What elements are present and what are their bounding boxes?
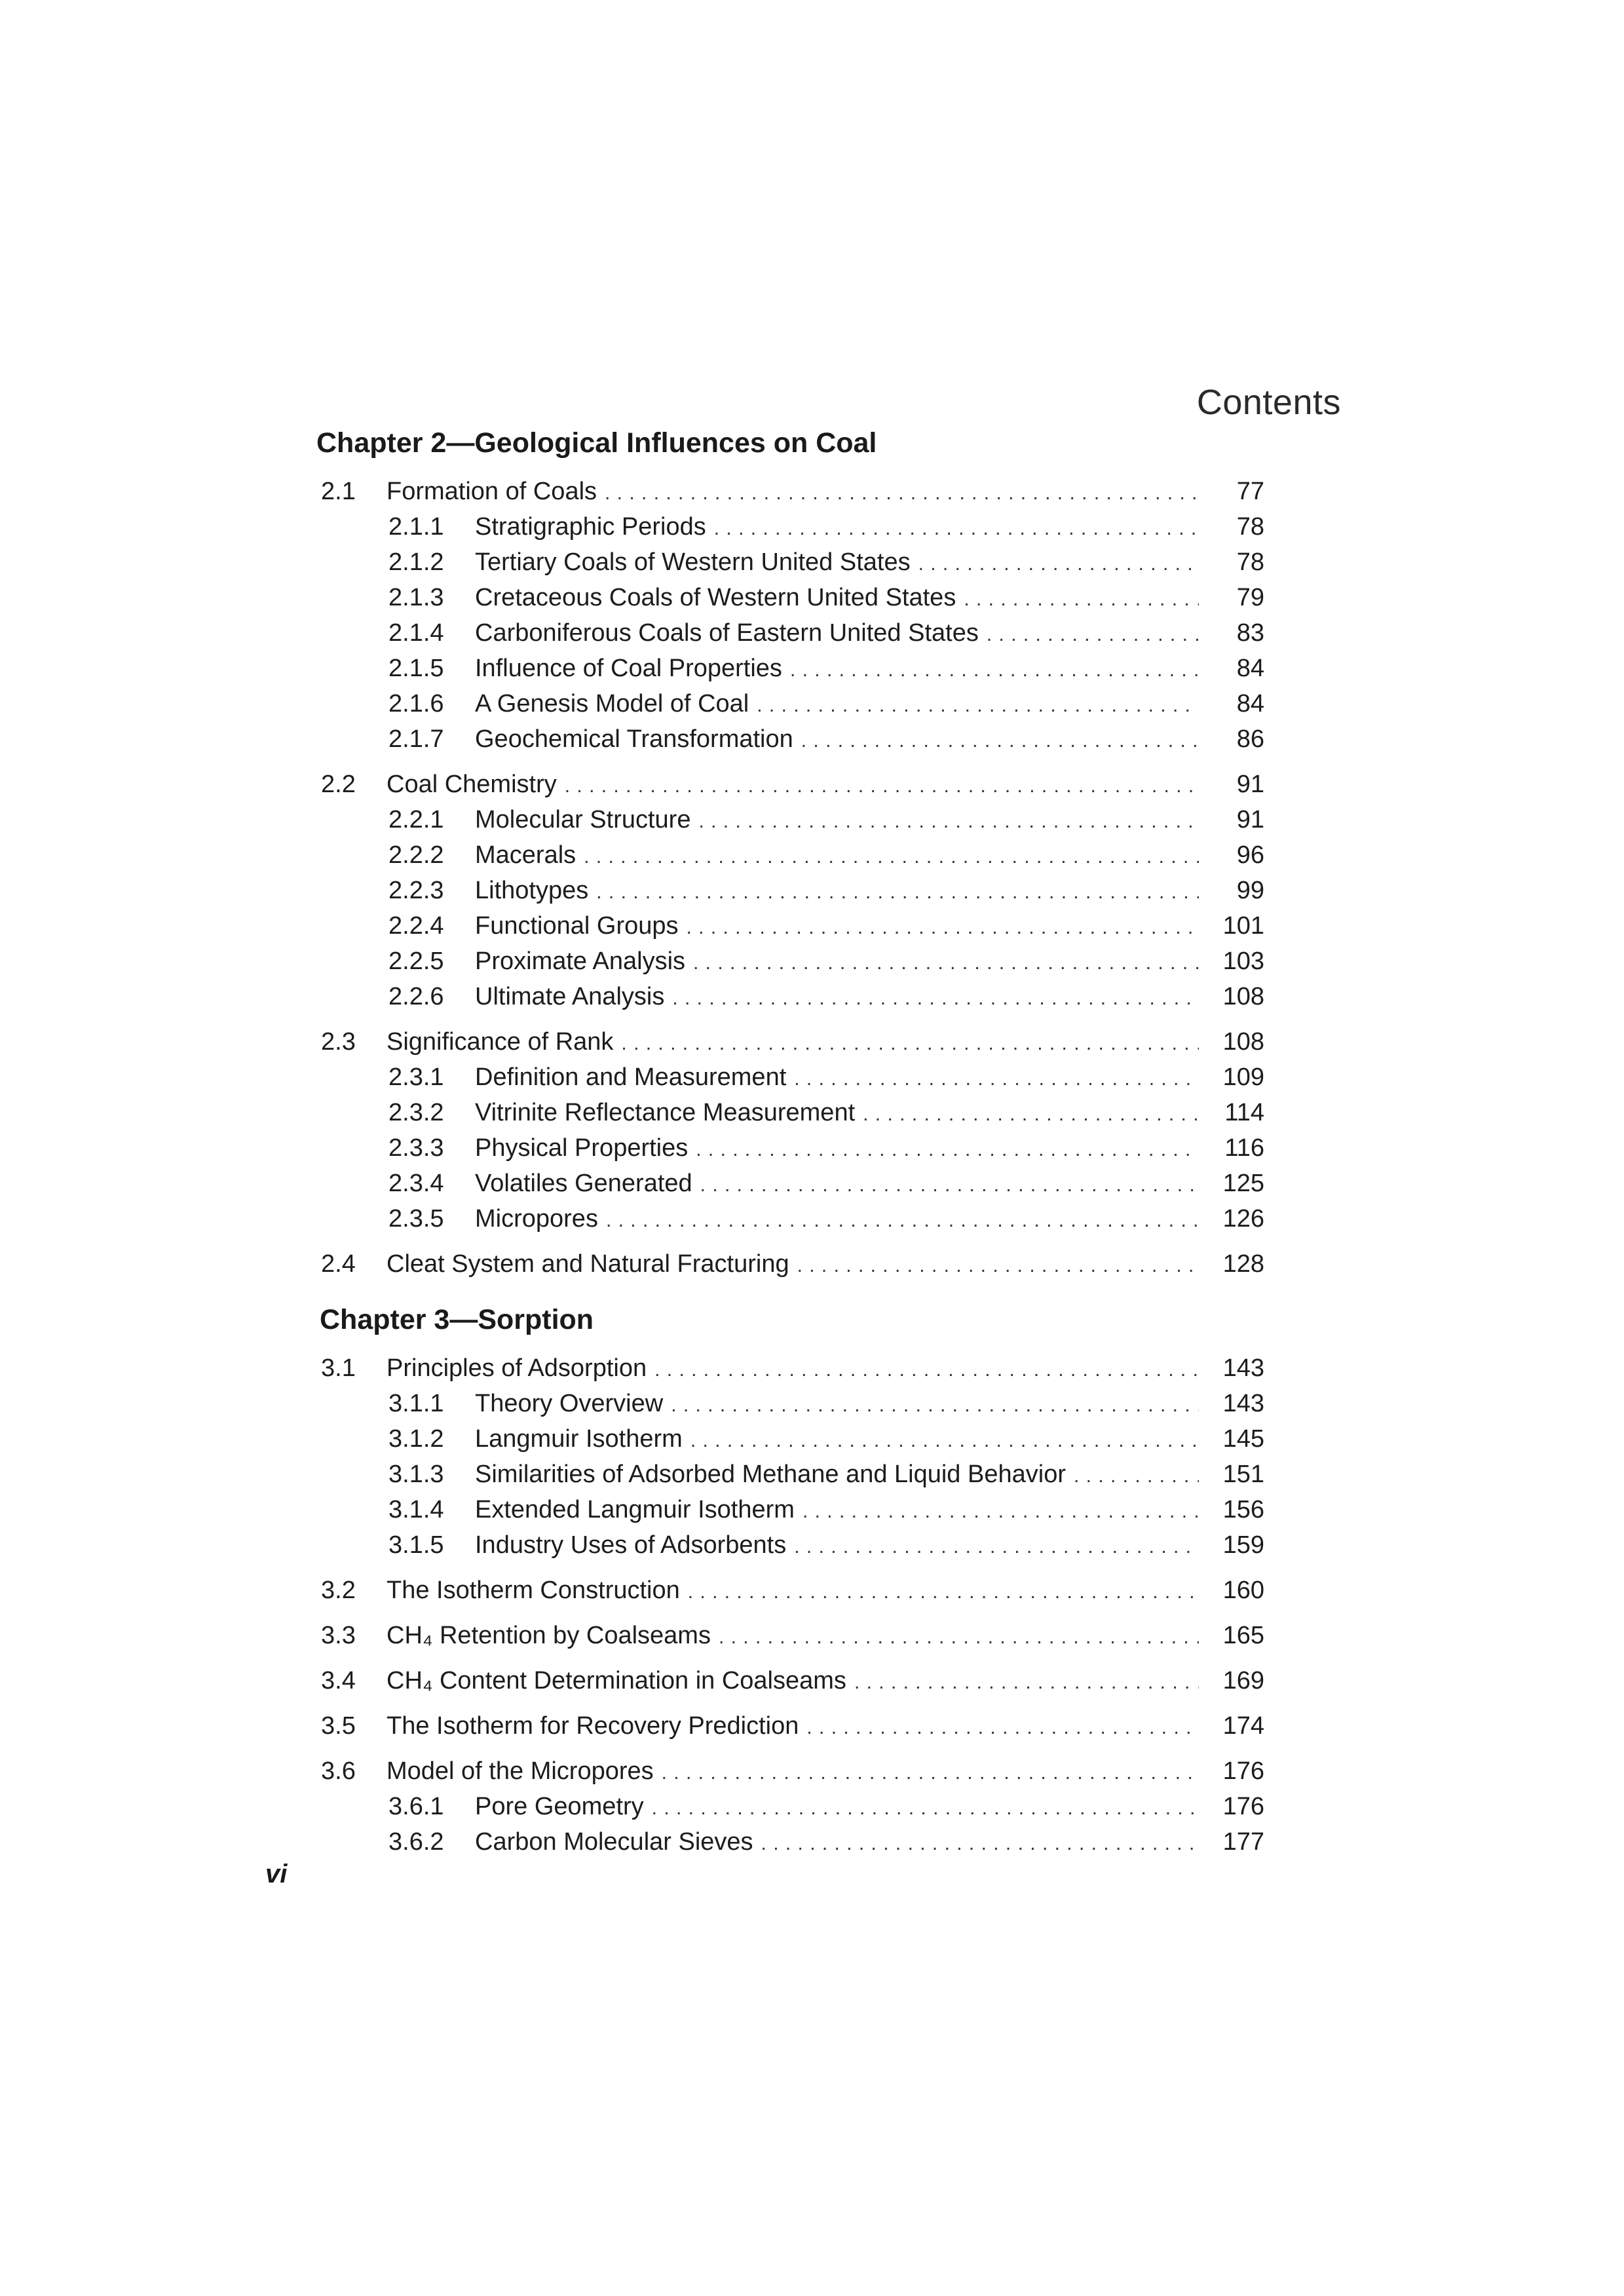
section-title: CH₄ Retention by Coalseams — [387, 1622, 711, 1649]
page-number: 78 — [1236, 513, 1264, 541]
page-number: 169 — [1222, 1667, 1264, 1694]
section-number: 3.1.5 — [388, 1531, 444, 1559]
page-number: 108 — [1222, 1028, 1264, 1056]
section-title: Vitrinite Reflectance Measurement — [475, 1099, 856, 1126]
page-number: 156 — [1222, 1496, 1264, 1523]
page-number: 126 — [1222, 1205, 1264, 1233]
page-number: 159 — [1222, 1531, 1264, 1559]
section-title: Principles of Adsorption — [387, 1354, 647, 1382]
page-number: 96 — [1236, 841, 1264, 869]
dot-leader — [794, 1529, 1199, 1565]
page-number: 125 — [1222, 1170, 1264, 1197]
page-number: 78 — [1236, 548, 1264, 576]
section-number: 2.3.1 — [388, 1063, 444, 1091]
page-number: 91 — [1236, 771, 1264, 798]
dot-leader — [688, 1575, 1199, 1610]
section-number: 2.3.2 — [388, 1099, 444, 1126]
toc-entry[interactable] — [321, 1201, 1264, 1236]
toc-entry[interactable] — [321, 908, 1264, 944]
section-title: The Isotherm for Recovery Prediction — [387, 1712, 799, 1740]
toc-entry[interactable] — [321, 1663, 1264, 1698]
dot-leader — [761, 1826, 1199, 1862]
section-title: Molecular Structure — [475, 806, 691, 833]
page-number: 99 — [1236, 877, 1264, 904]
dot-leader — [698, 804, 1199, 839]
dot-leader — [719, 1620, 1199, 1655]
dot-leader — [757, 688, 1199, 723]
toc-entry[interactable] — [321, 1618, 1264, 1653]
section-title: Cretaceous Coals of Western United States — [475, 584, 956, 611]
section-title: Model of the Micropores — [387, 1757, 654, 1785]
dot-leader — [605, 476, 1199, 511]
section-title: Significance of Rank — [387, 1028, 614, 1056]
toc-entry[interactable] — [321, 580, 1264, 615]
section-number: 2.2.2 — [388, 841, 444, 869]
toc-entry[interactable] — [321, 1350, 1264, 1386]
section-title: Carbon Molecular Sieves — [475, 1828, 753, 1856]
page-number: 84 — [1236, 655, 1264, 682]
section-number: 2.1.4 — [388, 619, 444, 647]
page-folio: vi — [265, 1860, 288, 1888]
page-number: 108 — [1222, 983, 1264, 1010]
section-number: 2.2.3 — [388, 877, 444, 904]
toc-entry[interactable] — [321, 837, 1264, 873]
dot-leader — [662, 1755, 1199, 1791]
section-title: Extended Langmuir Isotherm — [475, 1496, 795, 1523]
section-number: 3.1.4 — [388, 1496, 444, 1523]
dot-leader — [1074, 1459, 1199, 1494]
section-number: 3.1.1 — [388, 1390, 444, 1417]
section-title: Volatiles Generated — [475, 1170, 692, 1197]
toc-entry[interactable] — [321, 1095, 1264, 1130]
section-number: 2.1.1 — [388, 513, 444, 541]
toc-entry[interactable] — [321, 1457, 1264, 1492]
toc-entry[interactable] — [321, 721, 1264, 757]
toc-entry[interactable] — [321, 1166, 1264, 1201]
dot-leader — [654, 1352, 1199, 1388]
dot-leader — [672, 981, 1199, 1016]
page-number: 101 — [1222, 912, 1264, 940]
dot-leader — [964, 582, 1199, 617]
section-title: Proximate Analysis — [475, 947, 686, 975]
section-number: 3.6.1 — [388, 1793, 444, 1820]
toc-entry[interactable] — [321, 1824, 1264, 1860]
section-title: Tertiary Coals of Western United States — [475, 548, 911, 576]
section-title: Coal Chemistry — [387, 771, 557, 798]
toc-entry[interactable] — [321, 944, 1264, 979]
section-number: 2.2.1 — [388, 806, 444, 833]
toc-entry[interactable] — [321, 1386, 1264, 1421]
section-number: 2.1.5 — [388, 655, 444, 682]
page-number: 84 — [1236, 690, 1264, 718]
toc-entry[interactable] — [321, 615, 1264, 651]
section-number: 3.1 — [321, 1354, 356, 1382]
dot-leader — [987, 617, 1199, 653]
page-number: 86 — [1236, 725, 1264, 753]
dot-leader — [790, 653, 1199, 688]
section-number: 3.2 — [321, 1577, 356, 1604]
page-number: 165 — [1222, 1622, 1264, 1649]
toc-entry[interactable] — [321, 979, 1264, 1014]
dot-leader — [696, 1132, 1199, 1168]
dot-leader — [863, 1097, 1199, 1132]
dot-leader — [714, 511, 1199, 546]
section-number: 3.1.2 — [388, 1425, 444, 1453]
toc-entry[interactable] — [321, 1060, 1264, 1095]
page-number: 128 — [1222, 1250, 1264, 1278]
section-number: 2.1.6 — [388, 690, 444, 718]
section-title: Industry Uses of Adsorbents — [475, 1531, 787, 1559]
dot-leader — [693, 946, 1199, 981]
section-number: 3.3 — [321, 1622, 356, 1649]
running-head: Contents — [1196, 383, 1341, 422]
section-number: 3.6 — [321, 1757, 356, 1785]
toc-entry[interactable] — [321, 545, 1264, 580]
dot-leader — [687, 910, 1199, 946]
toc-entry[interactable] — [321, 1573, 1264, 1608]
page-number: 177 — [1222, 1828, 1264, 1856]
section-title: The Isotherm Construction — [387, 1577, 680, 1604]
toc-entry[interactable] — [321, 1246, 1264, 1282]
section-number: 2.1 — [321, 478, 356, 505]
toc-entry[interactable] — [321, 1527, 1264, 1563]
section-title: Carboniferous Coals of Eastern United States — [475, 619, 979, 647]
section-number: 2.2 — [321, 771, 356, 798]
section-number: 2.3.5 — [388, 1205, 444, 1233]
toc-entry[interactable] — [321, 1753, 1264, 1789]
section-title: Formation of Coals — [387, 478, 597, 505]
section-title: Ultimate Analysis — [475, 983, 665, 1010]
page-number: 116 — [1224, 1134, 1264, 1162]
toc-entry[interactable] — [321, 802, 1264, 837]
toc-entry[interactable] — [321, 1421, 1264, 1457]
chapter-title: Chapter 3—Sorption — [320, 1304, 594, 1335]
section-title: Theory Overview — [475, 1390, 664, 1417]
page-number: 145 — [1222, 1425, 1264, 1453]
dot-leader — [565, 769, 1199, 804]
section-title: Geochemical Transformation — [475, 725, 793, 753]
chapter-title: Chapter 2—Geological Influences on Coal — [316, 427, 877, 459]
toc-entry[interactable] — [321, 873, 1264, 908]
page-number: 103 — [1222, 947, 1264, 975]
page-number: 176 — [1222, 1757, 1264, 1785]
page-number: 77 — [1236, 478, 1264, 505]
page-number: 109 — [1222, 1063, 1264, 1091]
section-title: Micropores — [475, 1205, 598, 1233]
section-number: 3.4 — [321, 1667, 356, 1694]
section-title: Cleat System and Natural Fracturing — [387, 1250, 789, 1278]
dot-leader — [621, 1026, 1199, 1062]
dot-leader — [671, 1388, 1199, 1423]
section-number: 2.3.3 — [388, 1134, 444, 1162]
dot-leader — [854, 1665, 1199, 1700]
section-title: Pore Geometry — [475, 1793, 644, 1820]
section-number: 2.4 — [321, 1250, 356, 1278]
page-number: 114 — [1224, 1099, 1264, 1126]
toc-entry[interactable] — [321, 1708, 1264, 1744]
dot-leader — [918, 546, 1199, 582]
dot-leader — [652, 1791, 1199, 1826]
page-number: 160 — [1222, 1577, 1264, 1604]
page-number: 143 — [1222, 1354, 1264, 1382]
section-number: 2.1.2 — [388, 548, 444, 576]
section-title: Functional Groups — [475, 912, 679, 940]
section-number: 2.1.7 — [388, 725, 444, 753]
section-number: 2.2.5 — [388, 947, 444, 975]
dot-leader — [797, 1248, 1199, 1284]
page-number: 151 — [1222, 1461, 1264, 1488]
section-title: Physical Properties — [475, 1134, 689, 1162]
toc-entry[interactable] — [321, 686, 1264, 721]
page-number: 176 — [1222, 1793, 1264, 1820]
section-title: Similarities of Adsorbed Methane and Liquid Behavior — [475, 1461, 1066, 1488]
toc-entry[interactable] — [321, 509, 1264, 545]
dot-leader — [584, 839, 1199, 875]
toc-entry[interactable] — [321, 1024, 1264, 1060]
toc-entry[interactable] — [321, 1789, 1264, 1824]
section-number: 3.5 — [321, 1712, 356, 1740]
dot-leader — [806, 1710, 1199, 1746]
page-number: 174 — [1222, 1712, 1264, 1740]
section-title: Lithotypes — [475, 877, 589, 904]
dot-leader — [794, 1062, 1199, 1097]
section-number: 2.3 — [321, 1028, 356, 1056]
section-number: 2.2.6 — [388, 983, 444, 1010]
section-number: 3.6.2 — [388, 1828, 444, 1856]
section-title: Langmuir Isotherm — [475, 1425, 683, 1453]
section-title: Influence of Coal Properties — [475, 655, 782, 682]
toc-entry[interactable] — [321, 651, 1264, 686]
toc-entry[interactable] — [321, 1492, 1264, 1527]
section-number: 3.1.3 — [388, 1461, 444, 1488]
dot-leader — [690, 1423, 1199, 1459]
section-number: 2.3.4 — [388, 1170, 444, 1197]
section-title: Definition and Measurement — [475, 1063, 787, 1091]
page-number: 143 — [1222, 1390, 1264, 1417]
section-number: 2.2.4 — [388, 912, 444, 940]
toc-entry[interactable] — [321, 474, 1264, 509]
dot-leader — [606, 1203, 1199, 1238]
dot-leader — [803, 1494, 1199, 1529]
section-title: Stratigraphic Periods — [475, 513, 706, 541]
section-title: A Genesis Model of Coal — [475, 690, 749, 718]
page-number: 83 — [1236, 619, 1264, 647]
section-title: Macerals — [475, 841, 576, 869]
dot-leader — [700, 1168, 1199, 1203]
page-number: 91 — [1236, 806, 1264, 833]
section-number: 2.1.3 — [388, 584, 444, 611]
section-title: CH₄ Content Determination in Coalseams — [387, 1667, 846, 1694]
toc-entry[interactable] — [321, 767, 1264, 802]
toc-entry[interactable] — [321, 1130, 1264, 1166]
page-number: 79 — [1236, 584, 1264, 611]
dot-leader — [596, 875, 1199, 910]
dot-leader — [801, 723, 1199, 759]
